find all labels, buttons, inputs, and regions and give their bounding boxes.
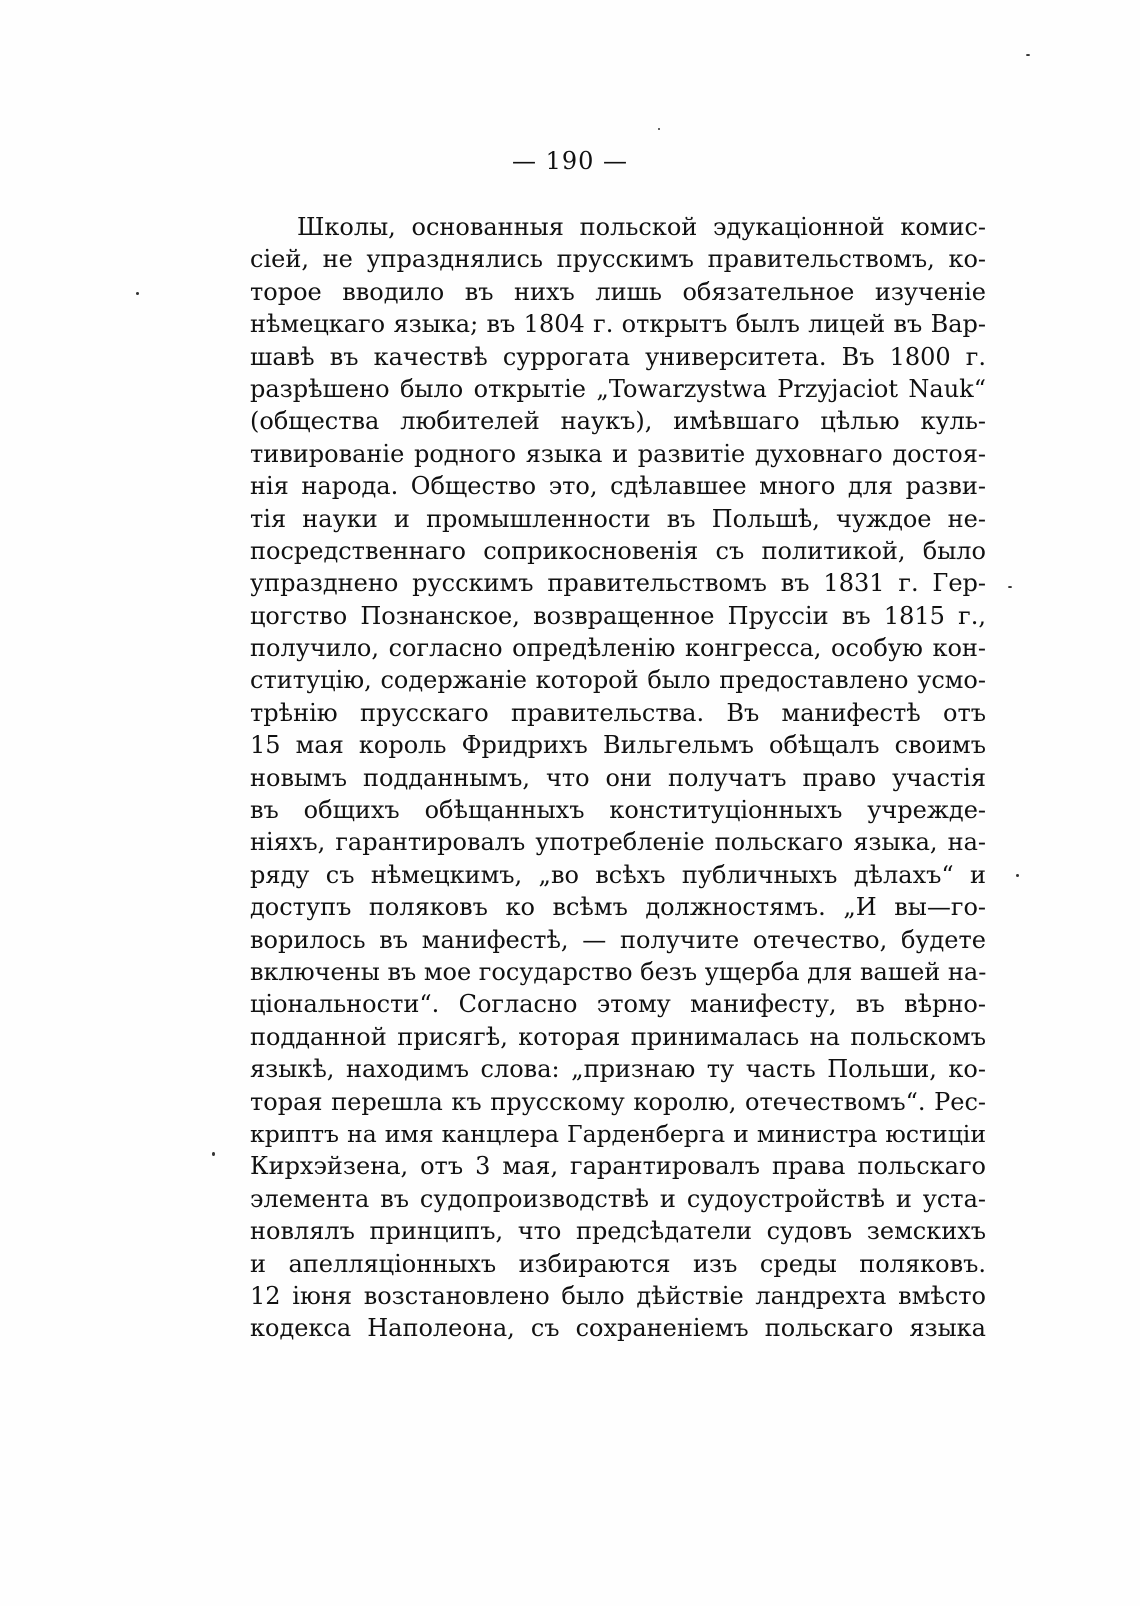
text-line: нія народа. Общество это, сдѣлавшее много для разви- [250,472,986,501]
text-line: трѣнію прусскаго правительства. Въ манифестѣ отъ [250,698,986,727]
text-line: новлялъ принципъ, что предсѣдатели судовъ земскихъ [250,1217,986,1246]
body-text [250,211,986,1345]
text-line: криптъ на имя канцлера Гарденберга и министра юстиціи [250,1119,986,1148]
text-line: и апелляціонныхъ избираются изъ среды поляковъ. [250,1249,986,1278]
text-line: кодекса Наполеона, съ сохраненіемъ польскаго языка [250,1314,986,1343]
text-line: сіей, не упразднялись прусскимъ правительствомъ, ко- [250,245,986,274]
scan-speck [1026,54,1030,56]
text-line: ряду съ нѣмецкимъ, „во всѣхъ публичныхъ дѣлахъ“ и [250,860,986,889]
text-line: упразднено русскимъ правительствомъ въ 1831 г. Гер- [250,569,986,598]
page-number: — 190 — [511,147,629,175]
text-line: элемента въ судопроизводствѣ и судоустройствѣ и уста- [250,1184,986,1213]
text-line: доступъ поляковъ ко всѣмъ должностямъ. „И вы—го- [250,893,986,922]
text-line: включены въ мое государство безъ ущерба для вашей на- [250,957,986,986]
scan-speck [212,1152,215,1156]
text-line: цогство Познанское, возвращенное Пруссіи въ 1815 г., [250,601,986,630]
text-line: Кирхэйзена, отъ 3 мая, гарантировалъ права польскаго [250,1152,986,1181]
text-line: въ общихъ обѣщанныхъ конституціонныхъ учрежде- [250,796,986,825]
text-line: 12 іюня возстановлено было дѣйствіе ландрехта вмѣсто [250,1281,986,1310]
scan-speck [658,128,660,130]
text-line: торое вводило въ нихъ лишь обязательное изученіе [250,277,986,306]
scan-speck [1008,586,1012,588]
text-line: ціональности“. Согласно этому манифесту, въ вѣрно- [250,990,986,1019]
text-line: посредственнаго соприкосновенія съ политикой, было [250,536,986,565]
text-line: нѣмецкаго языка; въ 1804 г. открытъ былъ лицей въ Вар- [250,310,986,339]
text-line: ституцію, содержаніе которой было предоставлено усмо- [250,666,986,695]
text-line: 15 мая король Фридрихъ Вильгельмъ обѣщалъ своимъ [250,731,986,760]
text-line: разрѣшено было открытіе „Towarzystwa Przyjaciot Nauk“ [250,374,986,403]
text-line: подданной присягѣ, которая принималась на польскомъ [250,1022,986,1051]
text-line: языкѣ, находимъ слова: „признаю ту часть Польши, ко- [250,1055,986,1084]
text-line: ніяхъ, гарантировалъ употребленіе польскаго языка, на- [250,828,986,857]
text-line: Школы, основанныя польской эдукаціонной комис- [297,213,986,241]
text-line: торая перешла къ прусскому королю, отечествомъ“. Рес- [250,1087,986,1116]
text-line: получило, согласно опредѣленію конгресса, особую кон- [250,634,986,663]
text-line: новымъ подданнымъ, что они получатъ право участія [250,763,986,792]
text-line: (общества любителей наукъ), имѣвшаго цѣлью куль- [250,407,986,436]
text-line: ворилось въ манифестѣ, — получите отечество, будете [250,925,986,954]
text-line: тія науки и промышленности въ Польшѣ, чуждое не- [250,504,986,533]
text-line: тивированіе родного языка и развитіе духовнаго достоя- [250,439,986,468]
scan-speck [1016,874,1019,877]
scan-speck [136,292,139,295]
text-line: шавѣ въ качествѣ суррогата университета. Въ 1800 г. [250,342,986,371]
